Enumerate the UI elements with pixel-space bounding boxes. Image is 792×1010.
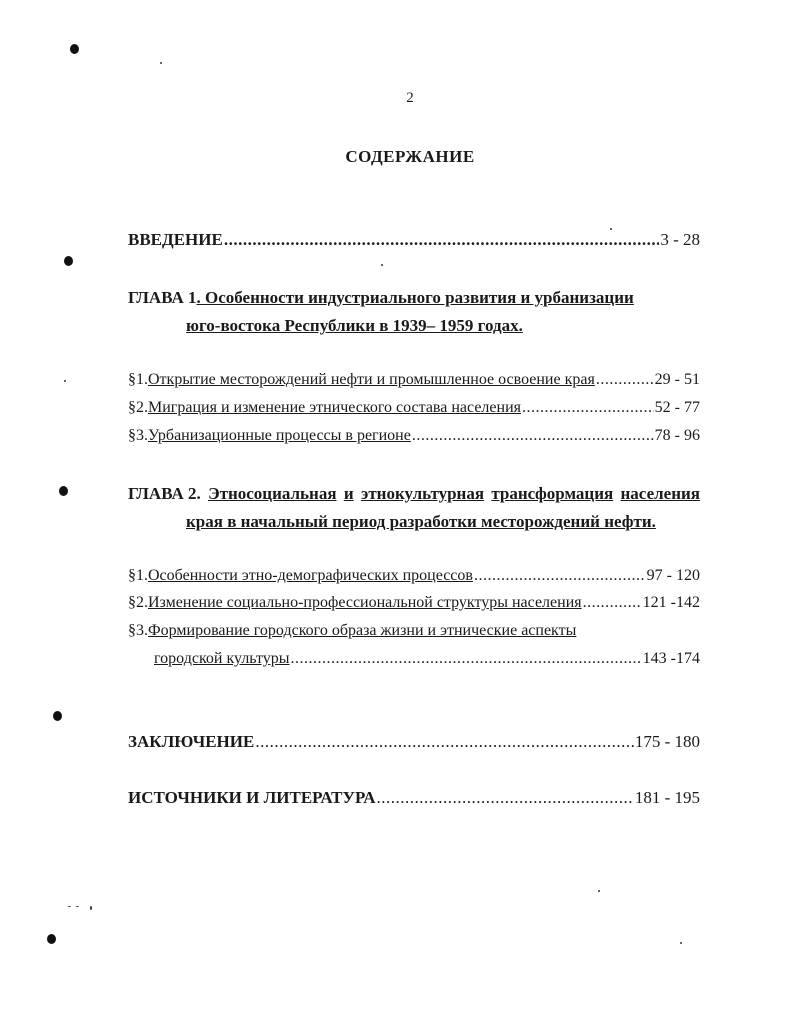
margin-dot (59, 486, 68, 496)
toc-pages: 143 -174 (642, 650, 700, 667)
dot-leader (596, 371, 654, 389)
toc-entry-conclusion (128, 732, 700, 752)
toc-pages: 78 - 96 (654, 427, 700, 444)
dot-leader (522, 399, 654, 417)
dot-leader (412, 427, 654, 445)
chapter1-title-line2: юго-востока Республики в 1939– 1959 годах. (186, 316, 523, 335)
toc-label: ИСТОЧНИКИ И ЛИТЕРАТУРА (128, 788, 376, 807)
scan-speck (598, 890, 600, 892)
toc-entry (128, 371, 700, 389)
toc-pages: 175 - 180 (634, 732, 700, 751)
page-title: СОДЕРЖАНИЕ (345, 147, 475, 166)
toc-entry-intro (128, 230, 700, 250)
toc-pages: 29 - 51 (654, 371, 700, 388)
section-number: §1. (128, 567, 148, 584)
chapter1-heading (128, 288, 634, 308)
toc-pages: 121 -142 (642, 594, 700, 611)
scan-speck (160, 62, 162, 64)
toc-pages: 97 - 120 (646, 567, 700, 584)
section-title: Изменение социально-профессиональной структуры населения (148, 594, 582, 611)
chapter1-prefix: ГЛАВА 1 (128, 288, 197, 307)
toc-entry (128, 399, 700, 417)
section-title: Формирование городского образа жизни и этнические аспекты (148, 622, 577, 639)
toc-entry (128, 427, 700, 445)
toc-entry (128, 567, 700, 585)
section-number: §3. (128, 427, 148, 444)
toc-entry-continuation (154, 650, 700, 668)
scan-speck (680, 942, 682, 944)
section-title: Миграция и изменение этнического состава населения (148, 399, 521, 416)
dot-leader (224, 230, 659, 250)
section-number: §1. (128, 371, 148, 388)
dot-leader (376, 788, 633, 808)
chapter2-title-word: и (343, 484, 354, 503)
margin-dot (70, 44, 79, 54)
scan-speck (90, 906, 92, 910)
chapter2-title-word: населения (620, 484, 700, 503)
toc-label: ВВЕДЕНИЕ (128, 230, 223, 249)
chapter2-title-word: Этносоциальная (208, 484, 337, 503)
scan-speck (76, 906, 79, 907)
toc-pages: 3 - 28 (660, 230, 700, 249)
chapter2-prefix: ГЛАВА 2. (128, 484, 201, 503)
toc-entry-sources (128, 788, 700, 808)
dot-leader (583, 594, 642, 612)
section-title: Урбанизационные процессы в регионе (148, 427, 411, 444)
toc-pages: 52 - 77 (654, 399, 700, 416)
margin-dot (64, 256, 73, 266)
dot-leader (474, 567, 646, 585)
toc-entry (128, 622, 700, 640)
chapter2-title-word: этнокультурная (360, 484, 485, 503)
toc-entry (128, 594, 700, 612)
page-number: 2 (406, 90, 414, 106)
section-number: §3. (128, 622, 148, 639)
scan-speck (64, 380, 66, 382)
margin-dot (47, 934, 56, 944)
scan-speck (68, 906, 71, 907)
section-number: §2. (128, 399, 148, 416)
toc-label: ЗАКЛЮЧЕНИЕ (128, 732, 255, 751)
section-title: Открытие месторождений нефти и промышленное освоение края (148, 371, 595, 388)
chapter1-title-line1: . Особенности индустриального развития и урбанизации (196, 288, 634, 307)
chapter2-title-line2: края в начальный период разработки месторождений нефти. (186, 512, 656, 531)
section-title-line2: городской культуры (154, 650, 290, 667)
scan-speck (381, 264, 383, 266)
dot-leader (291, 650, 642, 668)
dot-leader (255, 732, 633, 752)
chapter2-heading (128, 484, 700, 504)
margin-dot (53, 711, 62, 721)
chapter2-title-word: трансформация (491, 484, 614, 503)
section-title: Особенности этно-демографических процессов (148, 567, 473, 584)
section-number: §2. (128, 594, 148, 611)
toc-pages: 181 - 195 (634, 788, 700, 807)
